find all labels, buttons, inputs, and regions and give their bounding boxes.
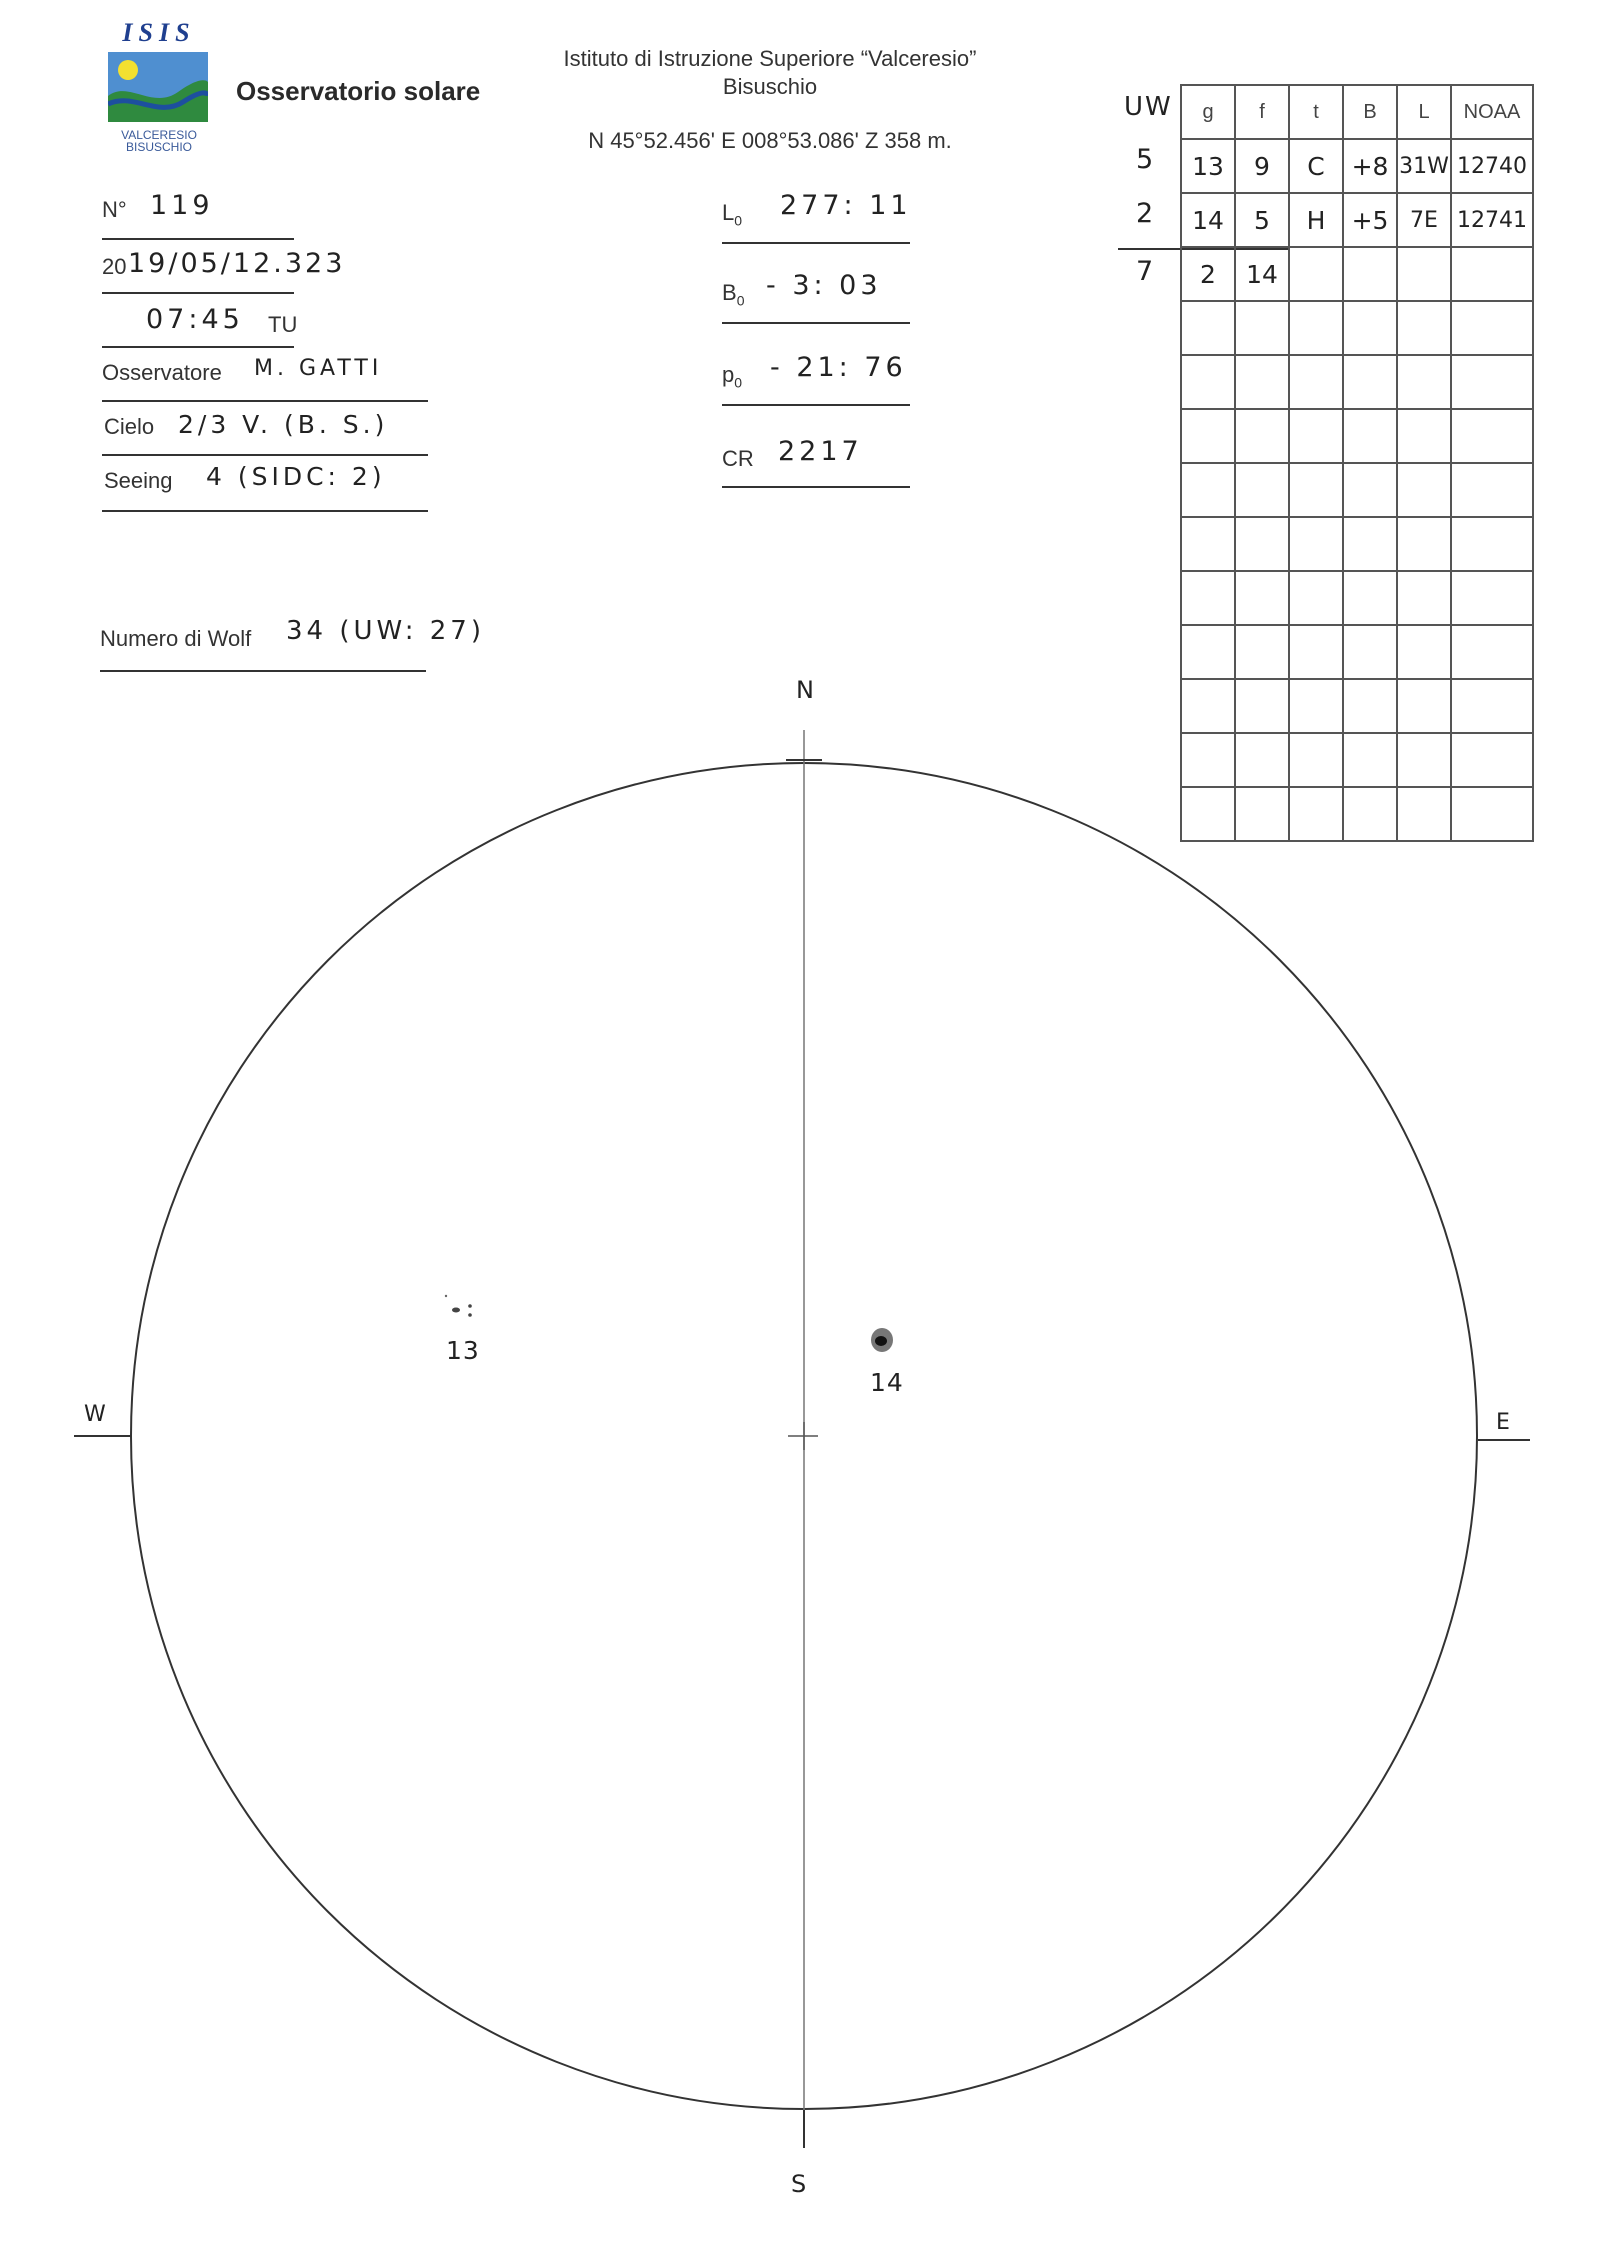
l0-value: 277: 11 — [780, 190, 912, 221]
observatory-title: Osservatorio solare — [236, 76, 481, 106]
date-value: 19/05/12.323 — [128, 248, 346, 279]
cr-value: 2217 — [778, 436, 863, 467]
cell-g: 13 — [1181, 139, 1235, 193]
header-g: g — [1181, 85, 1235, 139]
west-label: W — [84, 1402, 110, 1427]
p0-value: - 21: 76 — [770, 352, 907, 383]
cell-f: 14 — [1235, 247, 1289, 301]
uw-row-1: 5 — [1136, 144, 1154, 175]
wolf-value: 34 (UW: 27) — [286, 616, 485, 646]
uw-total: 7 — [1136, 256, 1154, 287]
header-noaa: NOAA — [1451, 85, 1533, 139]
header-t: t — [1289, 85, 1343, 139]
header-l: L — [1397, 85, 1451, 139]
time-value: 07:45 — [146, 304, 244, 335]
observer-value: M. GATTI — [254, 356, 383, 381]
east-label: E — [1496, 1410, 1514, 1435]
south-label: S — [791, 2170, 811, 2198]
logo-sub-2: BISUSCHIO — [125, 140, 192, 154]
p0-label: $p_0$ — [722, 362, 743, 391]
number-value: 119 — [150, 190, 214, 221]
cell-b: +5 — [1343, 193, 1397, 247]
header-b: B — [1343, 85, 1397, 139]
l0-label: $L_0$ — [722, 200, 743, 229]
seeing-value: 4 (SIDC: 2) — [206, 462, 386, 491]
cr-label: CR — [722, 446, 754, 471]
cell-f: 9 — [1235, 139, 1289, 193]
cell-b: +8 — [1343, 139, 1397, 193]
group-14-label: 14 — [870, 1368, 904, 1397]
cell-g: 14 — [1181, 193, 1235, 247]
date-prefix: 20 — [102, 254, 127, 279]
logo-sub-1: VALCERESIO — [121, 128, 197, 142]
institute-location: Bisuschio — [722, 74, 818, 99]
cell-t: C — [1289, 139, 1343, 193]
observer-label: Osservatore — [102, 360, 222, 385]
cell-t: H — [1289, 193, 1343, 247]
uw-row-2: 2 — [1136, 198, 1154, 229]
time-unit: TU — [268, 312, 298, 337]
b0-label: $B_0$ — [722, 280, 745, 309]
cell-noaa: 12741 — [1451, 193, 1533, 247]
uw-header: UW — [1124, 92, 1173, 122]
group-13-label: 13 — [446, 1336, 480, 1365]
sunspot-group-13 — [445, 1295, 472, 1317]
logo-text: ISIS — [122, 18, 196, 47]
cell-f: 5 — [1235, 193, 1289, 247]
seeing-label: Seeing — [104, 468, 173, 493]
cell-l: 7E — [1397, 193, 1451, 247]
sky-value: 2/3 V. (B. S.) — [178, 410, 389, 439]
number-label: N° — [102, 197, 127, 222]
b0-value: - 3: 03 — [766, 270, 882, 301]
north-label: N — [796, 676, 818, 704]
cell-noaa: 12740 — [1451, 139, 1533, 193]
sky-label: Cielo — [104, 414, 155, 439]
observatory-coordinates: N 45°52.456' E 008°53.086' Z 358 m. — [588, 128, 952, 153]
cell-l: 31W — [1397, 139, 1451, 193]
wolf-label: Numero di Wolf — [100, 626, 252, 651]
cell-g: 2 — [1181, 247, 1235, 301]
header-f: f — [1235, 85, 1289, 139]
sunspot-group-14 — [871, 1328, 893, 1352]
institute-name: Istituto di Istruzione Superiore “Valceresio” — [563, 46, 977, 71]
